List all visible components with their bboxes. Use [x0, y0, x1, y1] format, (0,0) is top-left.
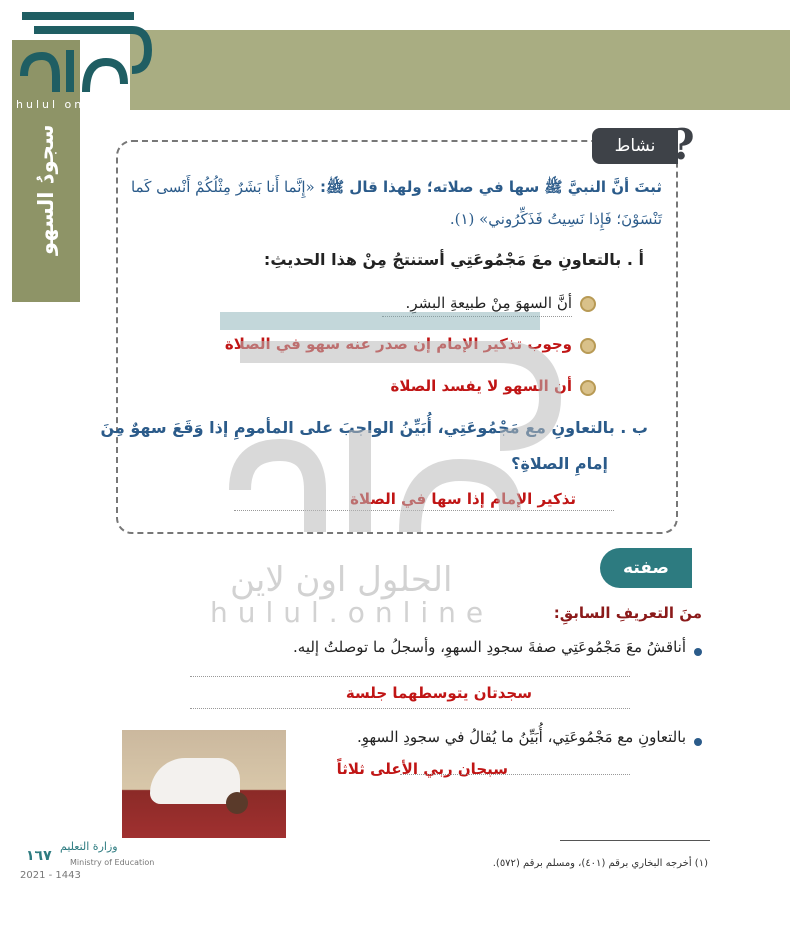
section-answer-1: سجدتان يتوسطهما جلسة — [345, 684, 532, 702]
prostration-photo — [122, 730, 286, 838]
answer-1: وجوب تذكير الإمام إن صدر عنه سهو في الصلاة — [224, 335, 572, 353]
ministry-name: وزارة التعليم — [60, 840, 118, 853]
dot-bullet-2 — [694, 738, 702, 746]
footnote: (١) أخرجه البخاري برقم (٤٠١)، ومسلم برقم (٥٧٢). — [492, 858, 708, 869]
answer-line — [400, 774, 630, 775]
section-bullet-1: أناقشُ معَ مَجْمُوعَتِي صفةَ سجودِ السهوِ، وأسجلُ ما توصلتُ إليه. — [293, 638, 686, 656]
question-b-line-1: ب . بالتعاونِ مع مَجْمُوعَتِي، أُبَيِّنُ الواجبَ على المأمومِ إذا وَقَعَ سهوٌ مِنَ — [100, 418, 648, 437]
activity-tab: نشاط — [592, 128, 678, 164]
hulul-logo-icon — [14, 6, 154, 102]
answer-line — [382, 316, 572, 317]
dot-bullet-1 — [694, 648, 702, 656]
question-mark-icon: ? — [670, 120, 695, 169]
section-intro: منَ التعريفِ السابقِ: — [553, 604, 702, 622]
answer-line — [190, 676, 630, 677]
footnote-divider — [560, 840, 710, 841]
question-b-line-2: إمامِ الصلاةِ؟ — [511, 454, 608, 473]
bullet-1-icon — [580, 296, 596, 312]
question-a: أ . بالتعاونِ معَ مَجْمُوعَتِي أستنتجُ مِنْ هذا الحديثِ: — [263, 250, 644, 269]
logo-subtext: hulul online — [16, 98, 117, 111]
answer-b-line — [234, 510, 614, 511]
answer-2: أن السهو لا يفسد الصلاة — [390, 377, 572, 395]
answer-b: تذكير الإمام إذا سها في الصلاة — [350, 490, 576, 508]
hadith-line-2: تَنْسَوْنَ؛ فَإِذا نَسِيتُ فَذَكِّرُوني» (١). — [449, 210, 662, 228]
figure-head — [226, 792, 248, 814]
section-bullet-2: بالتعاونِ مع مَجْمُوعَتِي، أُبَيِّنُ ما يُقالُ في سجودِ السهوِ. — [356, 728, 686, 746]
section-answer-2: سبحان ربي الأعلى ثلاثاً — [336, 760, 508, 778]
lesson-title: سجودُ السهو — [34, 124, 58, 256]
header-band — [130, 30, 790, 110]
bullet-3-icon — [580, 380, 596, 396]
answer-line — [190, 708, 630, 709]
section-tab: صفته — [600, 548, 692, 588]
watermark-latin: hulul.online — [210, 596, 494, 629]
edition-year: 2021 - 1443 — [20, 870, 81, 881]
hadith-intro: ثبتَ أنَّ النبيَّ ﷺ سها في صلاته؛ ولهذا قال ﷺ: «إِنَّما أَنا بَشَرٌ مِثْلُكُمْ أَنْسى كَما — [130, 178, 662, 196]
point-1: أنَّ السهوَ مِنْ طبيعةِ البشرِ. — [405, 294, 572, 312]
watermark-arabic: الحلول اون لاين — [230, 560, 453, 600]
page-number: ١٦٧ — [26, 848, 52, 864]
ministry-name-en: Ministry of Education — [70, 858, 155, 867]
bullet-2-icon — [580, 338, 596, 354]
